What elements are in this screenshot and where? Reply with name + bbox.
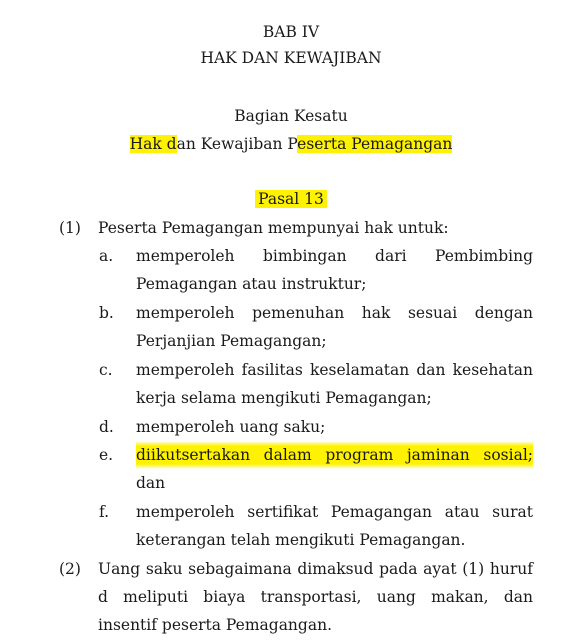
part-title [0, 133, 582, 155]
item-a-line-2: Pemagangan atau instruktur; [136, 275, 367, 293]
chapter-number: BAB IV [262, 23, 320, 41]
part-title-highlight-2: eserta Pemagangan [297, 135, 453, 153]
item-d-letter: d. [99, 418, 114, 436]
item-b-line-1: memperoleh pemenuhan hak sesuai dengan [136, 304, 533, 322]
item-c-line-2: kerja selama mengikuti Pemagangan; [136, 389, 432, 407]
section-1-intro [98, 214, 533, 242]
section-1-intro-line: Peserta Pemagangan mempunyai hak untuk: [98, 219, 449, 237]
article-title-highlight: Pasal 13 [255, 190, 327, 208]
item-b [136, 299, 533, 355]
item-e-letter: e. [99, 446, 114, 464]
section-1-number: (1) [59, 219, 81, 237]
item-a-letter: a. [99, 247, 114, 265]
item-b-letter: b. [99, 304, 114, 322]
item-a-line-1: memperoleh bimbingan dari Pembimbing [136, 247, 533, 265]
section-2-line-3: insentif peserta Pemagangan. [98, 616, 332, 634]
item-e [136, 441, 533, 497]
item-a [136, 242, 533, 298]
item-c [136, 356, 533, 412]
part-title-highlight-1: Hak d [129, 135, 177, 153]
item-f-letter: f. [99, 503, 110, 521]
section-2-body [98, 555, 533, 639]
item-f-line-2: keterangan telah mengikuti Pemagangan. [136, 531, 466, 549]
article-title [0, 188, 582, 210]
item-d-line-1: memperoleh uang saku; [136, 418, 326, 436]
item-e-line-1-highlight: diikutsertakan dalam program jaminan sosial; [136, 441, 533, 469]
part-number: Bagian Kesatu [234, 107, 348, 125]
item-c-line-1: memperoleh fasilitas keselamatan dan kesehatan [136, 361, 533, 379]
section-2-line-1: Uang saku sebagaimana dimaksud pada ayat (1) huruf [98, 560, 533, 578]
chapter-title: HAK DAN KEWAJIBAN [200, 49, 382, 67]
item-f [136, 498, 533, 554]
item-d [136, 413, 533, 441]
item-f-line-1: memperoleh sertifikat Pemagangan atau surat [136, 503, 533, 521]
section-2-number: (2) [59, 560, 81, 578]
part-title-middle: an Kewajiban P [176, 135, 298, 153]
item-c-letter: c. [99, 361, 113, 379]
item-e-line-2: dan [136, 474, 166, 492]
item-b-line-2: Perjanjian Pemagangan; [136, 332, 327, 350]
section-2-line-2: d meliputi biaya transportasi, uang makan, dan [98, 588, 533, 606]
